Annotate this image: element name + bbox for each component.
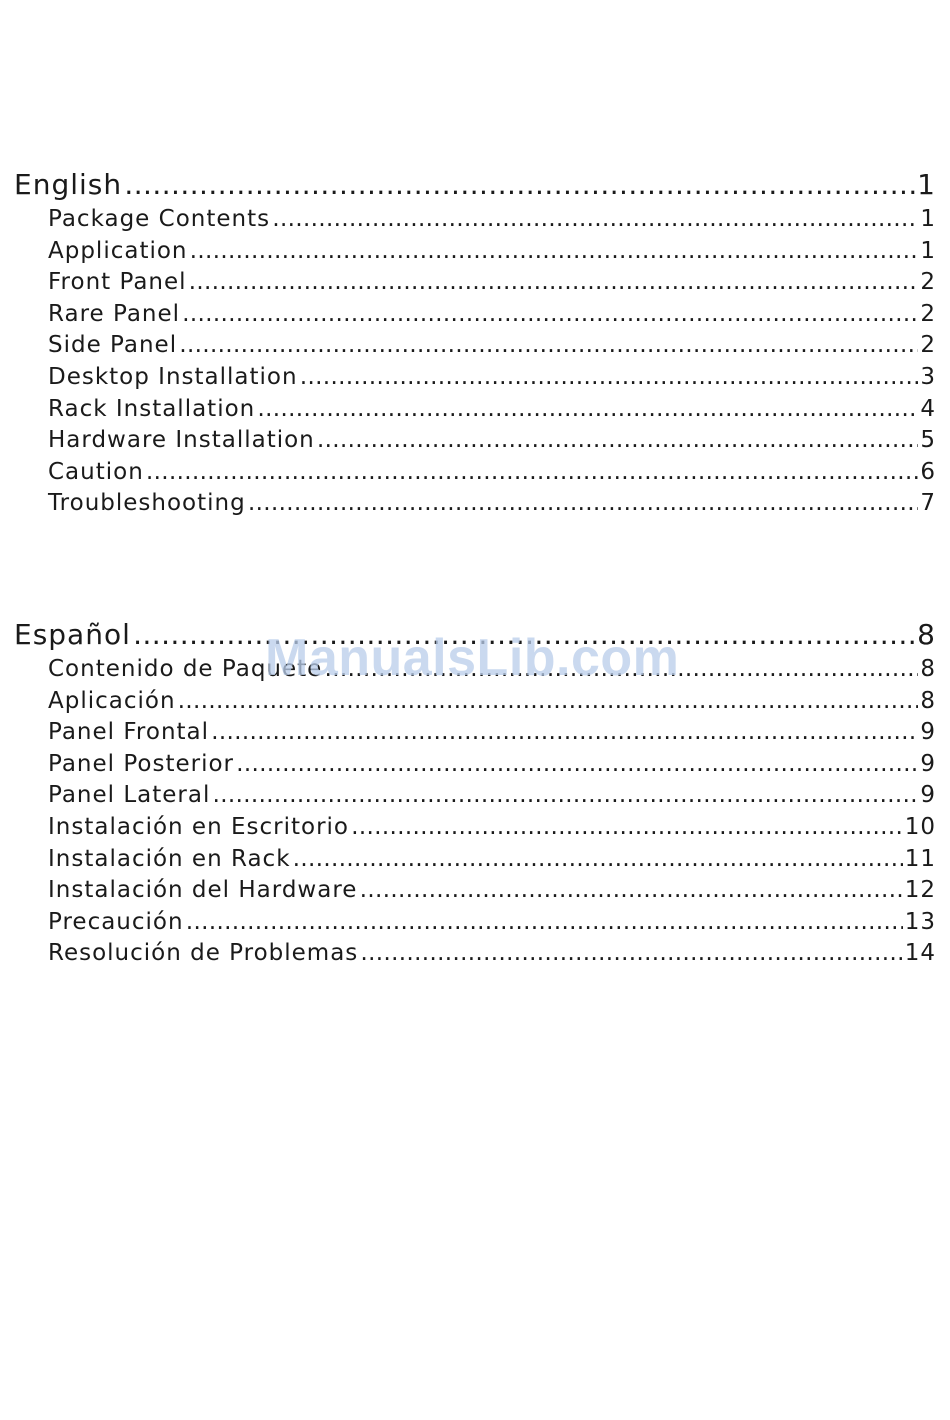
toc-leader-dots [360,938,902,970]
toc-leader-dots [211,717,918,749]
toc-entry-instalacion-en-escritorio[interactable] [0,812,950,844]
toc-leader-dots [146,457,919,489]
toc-entry-title: Application [48,237,188,264]
toc-page-number: 9 [920,719,936,746]
toc-entry-title: Aplicación [48,687,176,714]
toc-page-number: 1 [920,237,936,264]
toc-page-number: 14 [904,940,936,967]
toc-entry-title: Package Contents [48,206,271,232]
toc-page-number: 10 [904,813,936,840]
toc-entry-panel-posterior[interactable] [0,749,950,781]
toc-entry-troubleshooting[interactable] [0,488,950,520]
toc-leader-dots [293,844,903,876]
toc-entry-title: Precaución [48,908,184,935]
toc-page-number: 2 [920,269,936,296]
toc-entry-package-contents[interactable] [0,204,950,236]
toc-page-number: 11 [904,845,936,872]
toc-entry-title: Desktop Installation [48,363,298,390]
toc-entry-title: Panel Frontal [48,719,210,746]
toc-page-number: 12 [904,877,936,904]
toc-page-number: 2 [920,332,936,359]
toc-entry-title: Rare Panel [48,300,181,327]
toc-leader-dots [248,488,919,520]
toc-entry-title: Instalación en Escritorio [48,813,349,840]
toc-leader-dots [272,204,918,236]
toc-page-number: 7 [920,490,936,517]
toc-page-number: 9 [920,750,936,777]
toc-leader-dots [324,654,918,686]
toc-entry-caution[interactable] [0,457,950,489]
toc-entry-title: Panel Posterior [48,750,235,777]
toc-entry-side-panel[interactable] [0,330,950,362]
toc-leader-dots [189,267,919,299]
toc-leader-dots [190,236,919,268]
toc-leader-dots [178,686,919,718]
toc-page-number: 4 [920,395,936,422]
toc-leader-dots [124,166,915,204]
toc-entry-panel-frontal[interactable] [0,717,950,749]
toc-entry-title: Side Panel [48,332,178,359]
toc-entry-resolucion-de-problemas[interactable] [0,938,950,970]
toc-page-number: 1 [920,206,936,232]
toc-entry-title: Troubleshooting [48,490,246,517]
toc-entry-rack-installation[interactable] [0,394,950,426]
toc-leader-dots [300,362,919,394]
toc-page-number: 5 [920,427,936,454]
toc-entry-application[interactable] [0,236,950,268]
toc-entry-title: Panel Lateral [48,782,211,809]
toc-page-number: 1 [917,168,936,201]
toc-page-number: 2 [920,300,936,327]
watermark: ManualsLib.com [265,629,680,687]
toc-entry-title: Rack Installation [48,395,256,422]
toc-page-number: 8 [920,656,936,682]
toc-section-espanol [0,616,950,970]
toc-heading-espanol[interactable] [0,616,950,654]
toc-heading-title: Español [14,618,131,651]
toc-leader-dots [133,616,915,654]
toc-entry-desktop-installation[interactable] [0,362,950,394]
toc-entry-instalacion-del-hardware[interactable] [0,875,950,907]
toc-entry-title: Contenido de Paquete [48,656,323,682]
toc-entry-precaucion[interactable] [0,907,950,939]
toc-section-english [0,166,950,520]
toc-entry-panel-lateral[interactable] [0,780,950,812]
toc-entry-title: Resolución de Problemas [48,940,359,967]
toc-leader-dots [359,875,902,907]
toc-entry-rare-panel[interactable] [0,299,950,331]
toc-page-number: 13 [904,908,936,935]
toc-entry-instalacion-en-rack[interactable] [0,844,950,876]
toc-entry-contenido-de-paquete[interactable] [0,654,950,686]
toc-leader-dots [236,749,918,781]
toc-page-number: 6 [920,458,936,485]
toc-heading-english[interactable] [0,166,950,204]
toc-page-number: 8 [920,687,936,714]
toc-entry-title: Front Panel [48,269,187,296]
toc-leader-dots [182,299,918,331]
toc-leader-dots [257,394,918,426]
toc-leader-dots [317,425,919,457]
toc-entry-title: Caution [48,458,144,485]
toc-entry-hardware-installation[interactable] [0,425,950,457]
toc-page-number: 3 [920,363,936,390]
toc-entry-title: Instalación del Hardware [48,877,358,904]
toc-entry-aplicacion[interactable] [0,686,950,718]
toc-page-number: 9 [920,782,936,809]
toc-entry-front-panel[interactable] [0,267,950,299]
toc-leader-dots [179,330,918,362]
toc-entry-title: Instalación en Rack [48,845,291,872]
toc-leader-dots [186,907,903,939]
toc-page-number: 8 [917,618,936,651]
toc-leader-dots [351,812,903,844]
toc-heading-title: English [14,168,123,201]
toc-entry-title: Hardware Installation [48,427,315,454]
toc-leader-dots [212,780,918,812]
